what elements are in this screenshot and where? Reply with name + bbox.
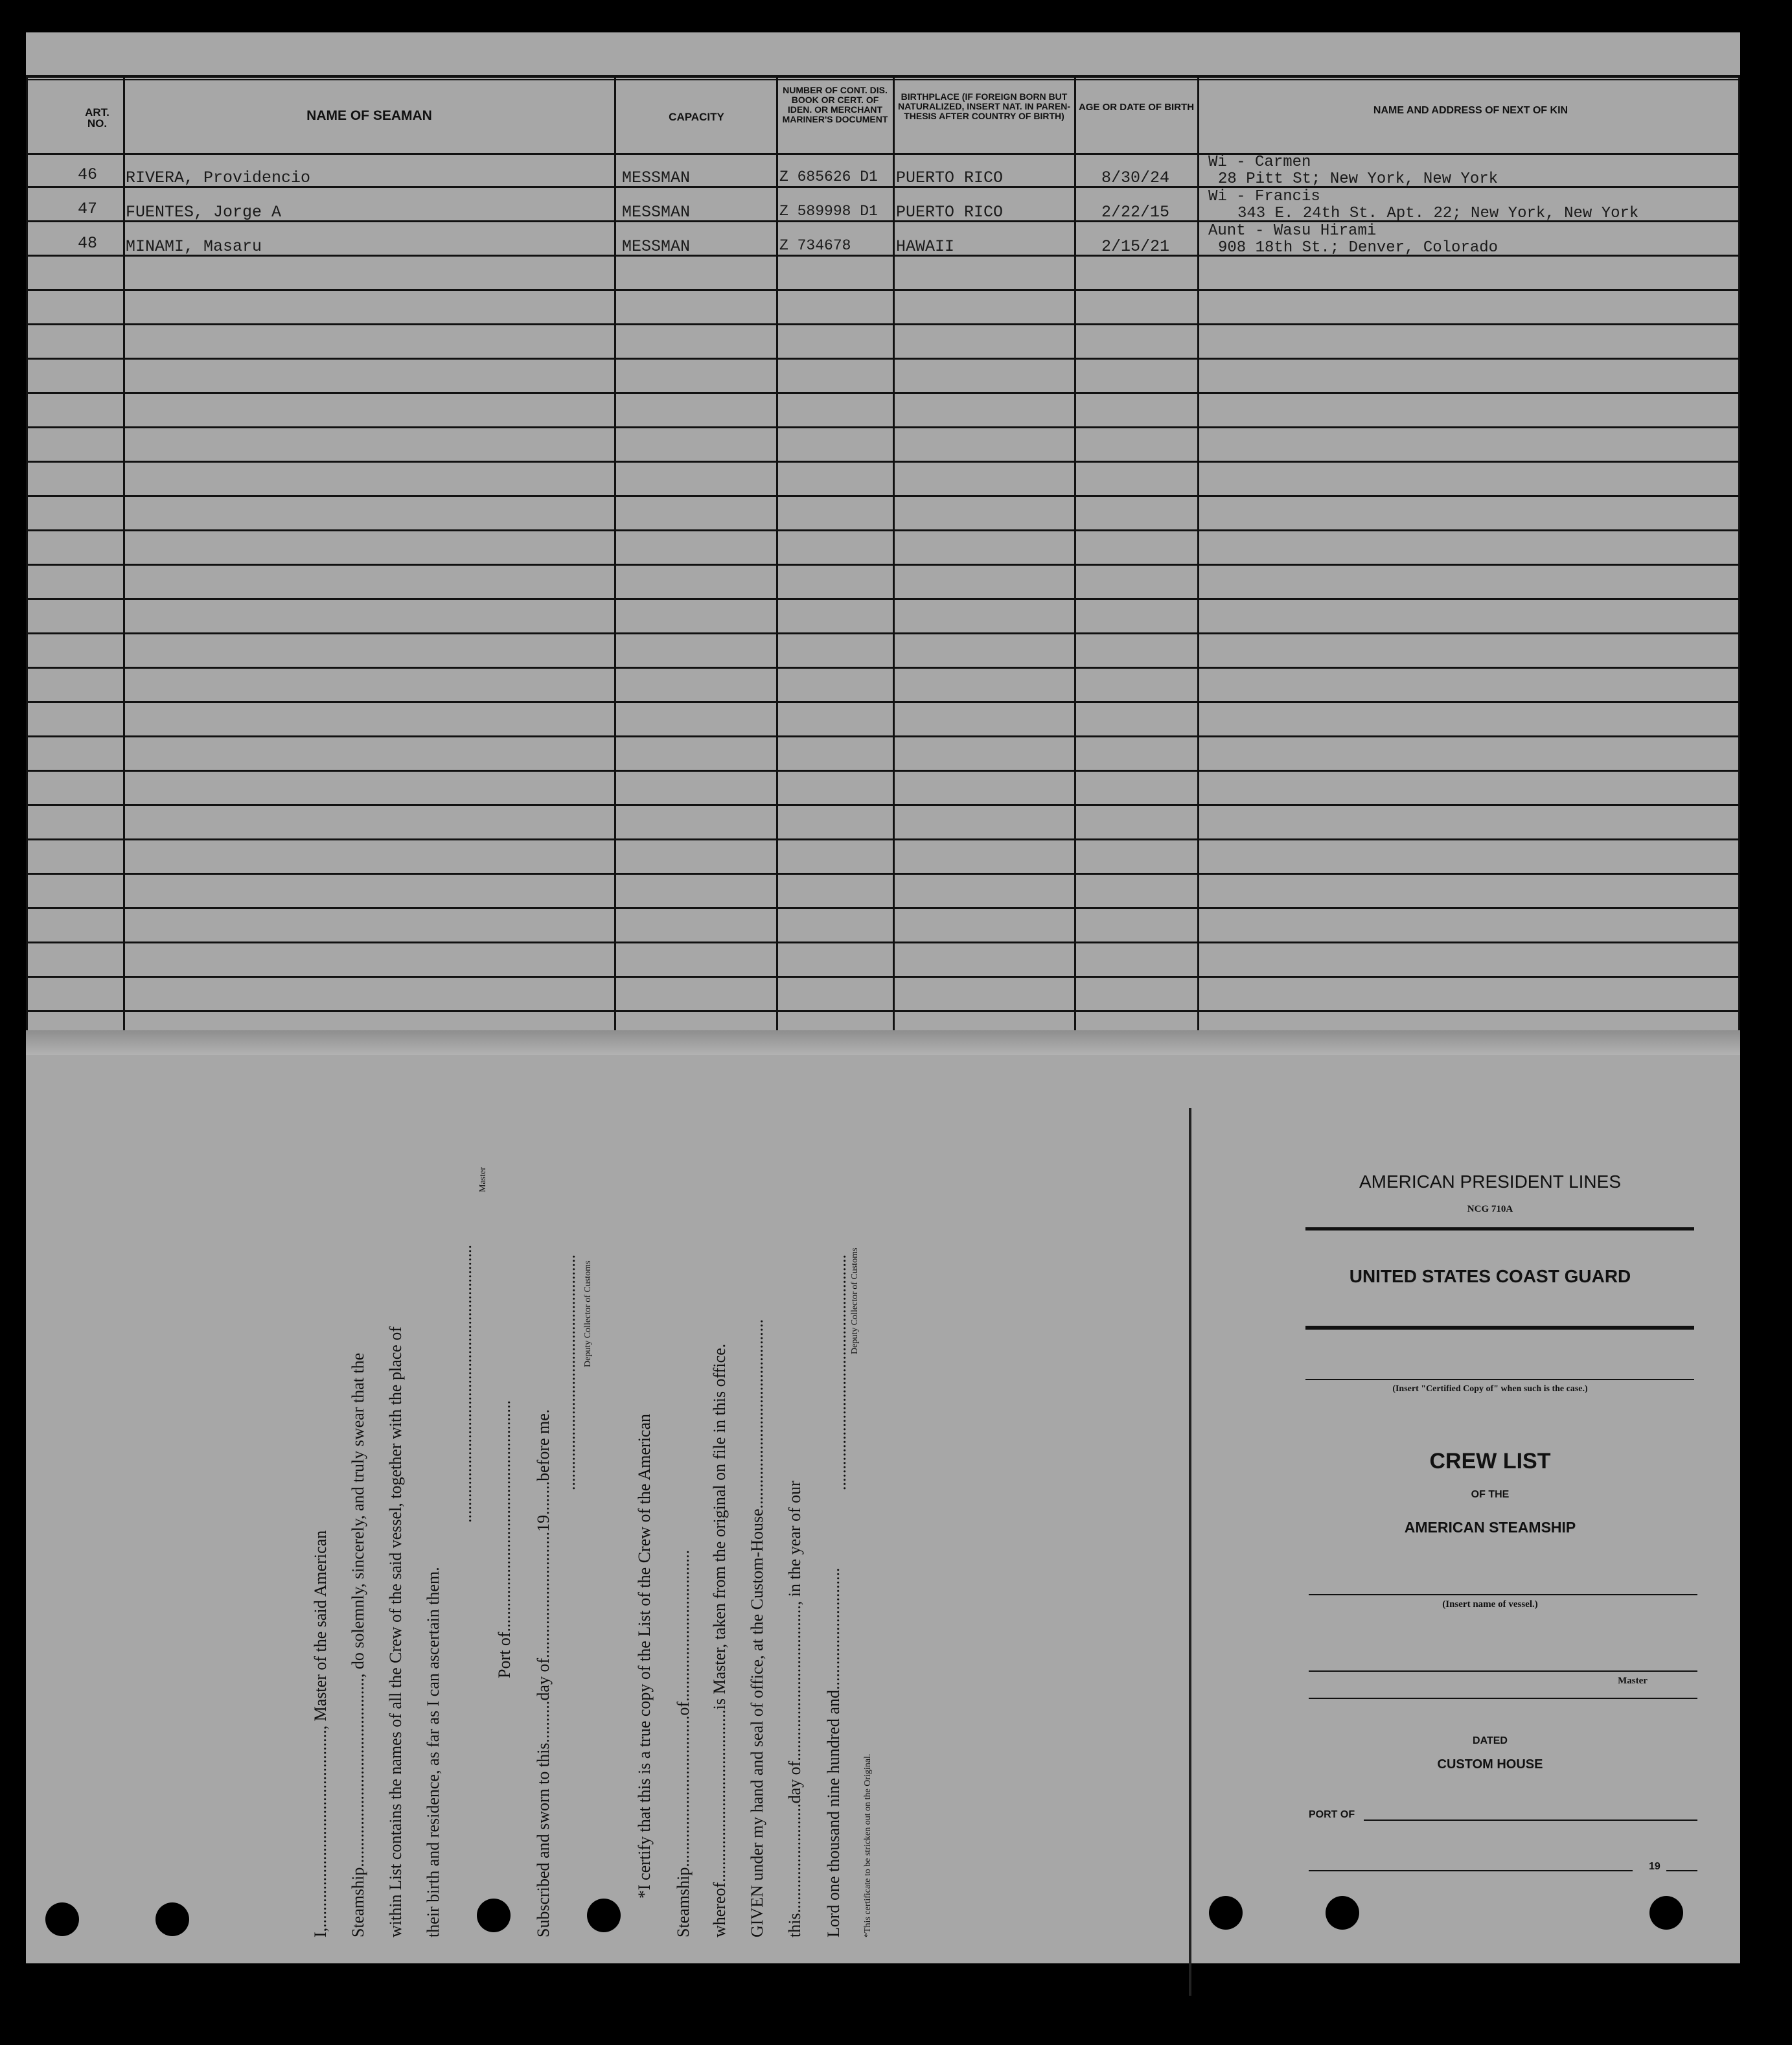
vessel-name-caption: (Insert name of vessel.) — [1442, 1599, 1538, 1610]
header-art-no: ART. NO. — [85, 106, 109, 130]
oath-line-4: their birth and residence, as far as I can ascertain them. — [424, 1567, 442, 1937]
row-rule — [26, 1010, 1740, 1012]
header-birthplace: BIRTHPLACE (IF FOREIGN BORN BUT NATURALIZED, INSERT NAT. IN PAREN-THESIS AFTER COUNTRY OF BIRTH) — [898, 91, 1070, 121]
row-birth-date: 8/30/24 — [1101, 168, 1170, 187]
punch-hole — [1209, 1896, 1243, 1930]
row-art-no: 46 — [78, 165, 98, 184]
row-rule — [26, 838, 1740, 840]
of-the-label: OF THE — [1471, 1489, 1510, 1500]
table-top-rule — [26, 75, 1740, 78]
rule — [1309, 1698, 1697, 1699]
master-caption: Master — [478, 1167, 488, 1192]
rule — [1305, 1227, 1694, 1230]
header-bottom-rule — [26, 153, 1740, 155]
row-rule — [26, 907, 1740, 909]
custom-house-label: CUSTOM HOUSE — [1437, 1757, 1543, 1772]
row-rule — [26, 392, 1740, 394]
oath-section — [298, 1127, 1127, 1937]
year-line — [1666, 1870, 1697, 1871]
row-birthplace: PUERTO RICO — [896, 203, 1004, 222]
certified-copy-caption: (Insert "Certified Copy of" when such is the case.) — [1392, 1384, 1588, 1394]
header-document: NUMBER OF CONT. DIS. BOOK OR CERT. OF IDEN. OR MERCHANT MARINER'S DOCUMENT — [782, 85, 888, 124]
cover-divider — [1189, 1108, 1191, 1996]
row-rule — [26, 564, 1740, 566]
row-capacity: MESSMAN — [622, 237, 691, 256]
agency-name: UNITED STATES COAST GUARD — [1349, 1266, 1631, 1286]
deputy-signature-line-2: ........................................................ — [831, 1254, 849, 1490]
row-document: Z 734678 — [779, 237, 851, 254]
form-number: NCG 710A — [1467, 1204, 1513, 1214]
deputy-signature-line: ........................................................ — [560, 1254, 579, 1490]
row-seaman-name: FUENTES, Jorge A — [126, 203, 282, 222]
row-rule — [26, 598, 1740, 600]
row-kin-name: Wi - Francis — [1208, 188, 1320, 205]
master-signature-line: .................................................................. — [456, 1245, 475, 1523]
header-kin: NAME AND ADDRESS OF NEXT OF KIN — [1373, 105, 1568, 116]
footnote: *This certificate to be stricken out on the Original. — [863, 1753, 873, 1937]
certify-line-4: GIVEN under my hand and seal of office, at the Custom-House............................................. — [748, 1319, 766, 1937]
row-seaman-name: RIVERA, Providencio — [126, 168, 311, 187]
page-fold — [26, 1030, 1740, 1055]
row-rule — [26, 323, 1740, 325]
row-rule — [26, 495, 1740, 497]
row-rule — [26, 873, 1740, 875]
port-of-line — [1364, 1820, 1697, 1821]
header-name: NAME OF SEAMAN — [306, 108, 432, 123]
port-of-line: Port of....................................................... — [495, 1400, 514, 1678]
date-line — [1309, 1870, 1633, 1871]
document-title: CREW LIST — [1429, 1449, 1551, 1473]
dated-label: DATED — [1473, 1735, 1508, 1746]
punch-hole — [45, 1902, 79, 1936]
row-rule — [26, 426, 1740, 428]
master-line — [1309, 1670, 1697, 1672]
certify-line-5: this..........................day of....................................., in the year of our — [785, 1481, 804, 1937]
row-rule — [26, 358, 1740, 360]
punch-hole — [1649, 1896, 1683, 1930]
vessel-type: AMERICAN STEAMSHIP — [1404, 1519, 1576, 1536]
rule — [1305, 1326, 1694, 1330]
certify-line-2: Steamship....................................of.................................... — [674, 1550, 693, 1937]
certified-copy-line — [1305, 1379, 1694, 1380]
deputy-caption-1: Deputy Collector of Customs — [583, 1260, 593, 1367]
punch-hole — [477, 1899, 511, 1932]
oath-line-2: Steamship............................................., do solemnly, sincerely, and truly swear that the — [349, 1352, 367, 1937]
certify-line-3: whereof.........................................is Master, taken from the original on file in this office. — [710, 1343, 729, 1937]
deputy-caption-2: Deputy Collector of Customs — [850, 1247, 860, 1354]
row-birth-date: 2/22/15 — [1101, 203, 1170, 222]
row-kin-address: 908 18th St.; Denver, Colorado — [1218, 239, 1499, 257]
row-rule — [26, 942, 1740, 943]
table-top-rule — [26, 79, 1740, 80]
year-label: 19 — [1649, 1861, 1660, 1872]
master-label: Master — [1618, 1676, 1648, 1686]
row-rule — [26, 632, 1740, 634]
row-document: Z 685626 D1 — [779, 168, 878, 185]
company-name: AMERICAN PRESIDENT LINES — [1359, 1172, 1622, 1192]
header-age: AGE OR DATE OF BIRTH — [1078, 102, 1195, 113]
row-rule — [26, 461, 1740, 463]
certify-line-6: Lord one thousand nine hundred and............................. — [824, 1567, 843, 1937]
row-capacity: MESSMAN — [622, 168, 691, 187]
row-kin-address: 28 Pitt St; New York, New York — [1218, 170, 1499, 188]
oath-line-1: I,..............................................., Master of the said American — [311, 1530, 330, 1937]
crew-list-sheet — [26, 32, 1740, 1963]
row-art-no: 48 — [78, 234, 98, 253]
row-art-no: 47 — [78, 200, 98, 218]
subscribed-line: Subscribed and sworn to this..........day of..............................19........before me. — [534, 1409, 553, 1937]
row-rule — [26, 804, 1740, 806]
header-capacity: CAPACITY — [669, 111, 724, 123]
row-rule — [26, 529, 1740, 531]
row-rule — [26, 976, 1740, 978]
row-birthplace: PUERTO RICO — [896, 168, 1004, 187]
row-rule — [26, 289, 1740, 291]
row-kin-address: 343 E. 24th St. Apt. 22; New York, New York — [1237, 205, 1639, 222]
row-rule — [26, 667, 1740, 669]
port-of-label: PORT OF — [1309, 1809, 1355, 1820]
oath-line-3: within List contains the names of all the Crew of the said vessel, together with the place of — [386, 1326, 405, 1937]
punch-hole — [155, 1902, 189, 1936]
row-birth-date: 2/15/21 — [1101, 237, 1170, 256]
row-rule — [26, 701, 1740, 703]
row-document: Z 589998 D1 — [779, 203, 878, 220]
certify-line-1: *I certify that this is a true copy of the List of the Crew of the American — [635, 1414, 654, 1899]
punch-hole — [587, 1899, 621, 1932]
punch-hole — [1326, 1896, 1359, 1930]
row-capacity: MESSMAN — [622, 203, 691, 222]
row-birthplace: HAWAII — [896, 237, 955, 256]
row-rule — [26, 770, 1740, 772]
vessel-name-line — [1309, 1594, 1697, 1595]
row-seaman-name: MINAMI, Masaru — [126, 237, 262, 256]
row-rule — [26, 735, 1740, 737]
row-kin-name: Aunt - Wasu Hirami — [1208, 222, 1377, 240]
row-kin-name: Wi - Carmen — [1208, 154, 1311, 171]
